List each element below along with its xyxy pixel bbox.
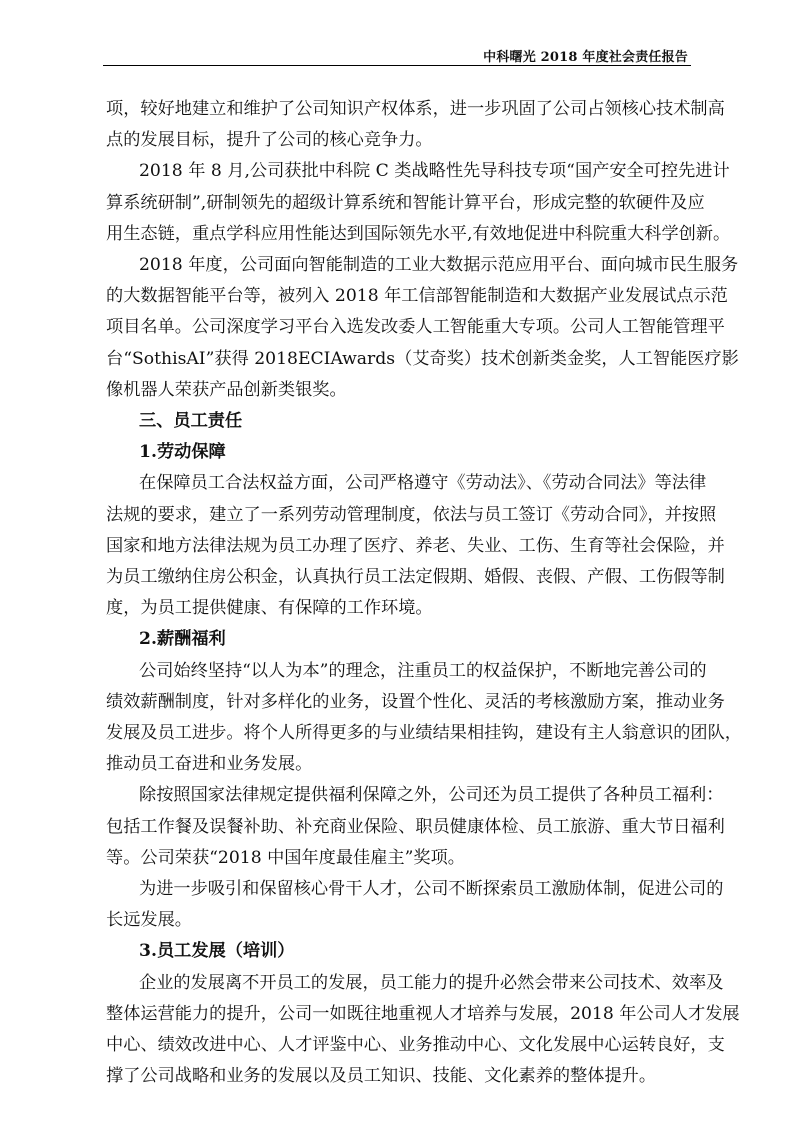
paragraph-line: 用生态链，重点学科应用性能达到国际领先水平,有效地促进中科院重大科学创新。	[106, 223, 731, 244]
paragraph-line: 撑了公司战略和业务的发展以及员工知识、技能、文化素养的整体提升。	[106, 1066, 657, 1087]
paragraph-line: 中心、绩效改进中心、人才评鉴中心、业务推动中心、文化发展中心运转良好，支	[106, 1035, 725, 1055]
paragraph-line: 公司始终坚持“以人为本”的理念，注重员工的权益保护，不断地完善公司的	[139, 660, 707, 681]
paragraph-line: 长远发展。	[106, 910, 192, 931]
paragraph-line: 在保障员工合法权益方面，公司严格遵守《劳动法》、《劳动合同法》等法律	[139, 473, 707, 494]
paragraph-line: 台“SothisAI”获得 2018ECIAwards（艾奇奖）技术创新类金奖，人工智能医疗影	[106, 348, 739, 369]
section-heading: 2.薪酬福利	[139, 629, 226, 650]
paragraph-line: 2018 年度，公司面向智能制造的工业大数据示范应用平台、面向城市民生服务	[139, 255, 739, 275]
section-heading: 1.劳动保障	[139, 442, 226, 463]
paragraph-line: 项目名单。公司深度学习平台入选发改委人工智能重大专项。公司人工智能管理平	[106, 317, 725, 338]
paragraph-line: 的大数据智能平台等，被列入 2018 年工信部智能制造和大数据产业发展试点示范	[106, 286, 728, 307]
paragraph-line: 等。公司荣获“2018 中国年度最佳雇主”奖项。	[106, 847, 465, 868]
paragraph-line: 度，为员工提供健康、有保障的工作环境。	[106, 598, 433, 619]
paragraph-line: 企业的发展离不开员工的发展，员工能力的提升必然会带来公司技术、效率及	[139, 972, 724, 993]
header-divider	[103, 65, 691, 66]
section-heading: 三、员工责任	[139, 411, 243, 431]
section-heading: 3.员工发展（培训）	[139, 941, 295, 962]
paragraph-line: 绩效薪酬制度，针对多样化的业务，设置个性化、灵活的考核激励方案，推动业务	[106, 691, 725, 712]
paragraph-line: 为进一步吸引和保留核心骨干人才，公司不断探索员工激励体制，促进公司的	[139, 879, 724, 899]
paragraph-line: 像机器人荣获产品创新类银奖。	[106, 379, 347, 400]
paragraph-line: 包括工作餐及误餐补助、补充商业保险、职员健康体检、员工旅游、重大节日福利	[106, 816, 725, 837]
paragraph-line: 除按照国家法律规定提供福利保障之外，公司还为员工提供了各种员工福利：	[139, 785, 724, 806]
paragraph-line: 2018 年 8 月,公司获批中科院 C 类战略性先导科技专项“国产安全可控先进计	[139, 161, 730, 182]
paragraph-line: 为员工缴纳住房公积金，认真执行员工法定假期、婚假、丧假、产假、工伤假等制	[106, 567, 725, 587]
page-header-title: 中科曙光 2018 年度社会责任报告	[483, 50, 688, 65]
paragraph-line: 法规的要求，建立了一系列劳动管理制度，依法与员工签订《劳动合同》，并按照	[106, 504, 717, 525]
paragraph-line: 推动员工奋进和业务发展。	[106, 754, 313, 775]
paragraph-line: 整体运营能力的提升，公司一如既往地重视人才培养与发展，2018 年公司人才发展	[106, 1003, 740, 1024]
paragraph-line: 国家和地方法律法规为员工办理了医疗、养老、失业、工伤、生育等社会保险，并	[106, 535, 725, 556]
paragraph-line: 发展及员工进步。将个人所得更多的与业绩结果相挂钩，建设有主人翁意识的团队，	[106, 723, 742, 743]
paragraph-line: 点的发展目标，提升了公司的核心竞争力。	[106, 130, 433, 151]
paragraph-line: 项，较好地建立和维护了公司知识产权体系，进一步巩固了公司占领核心技术制高	[106, 99, 725, 119]
paragraph-line: 算系统研制”,研制领先的超级计算系统和智能计算平台，形成完整的软硬件及应	[106, 192, 705, 213]
